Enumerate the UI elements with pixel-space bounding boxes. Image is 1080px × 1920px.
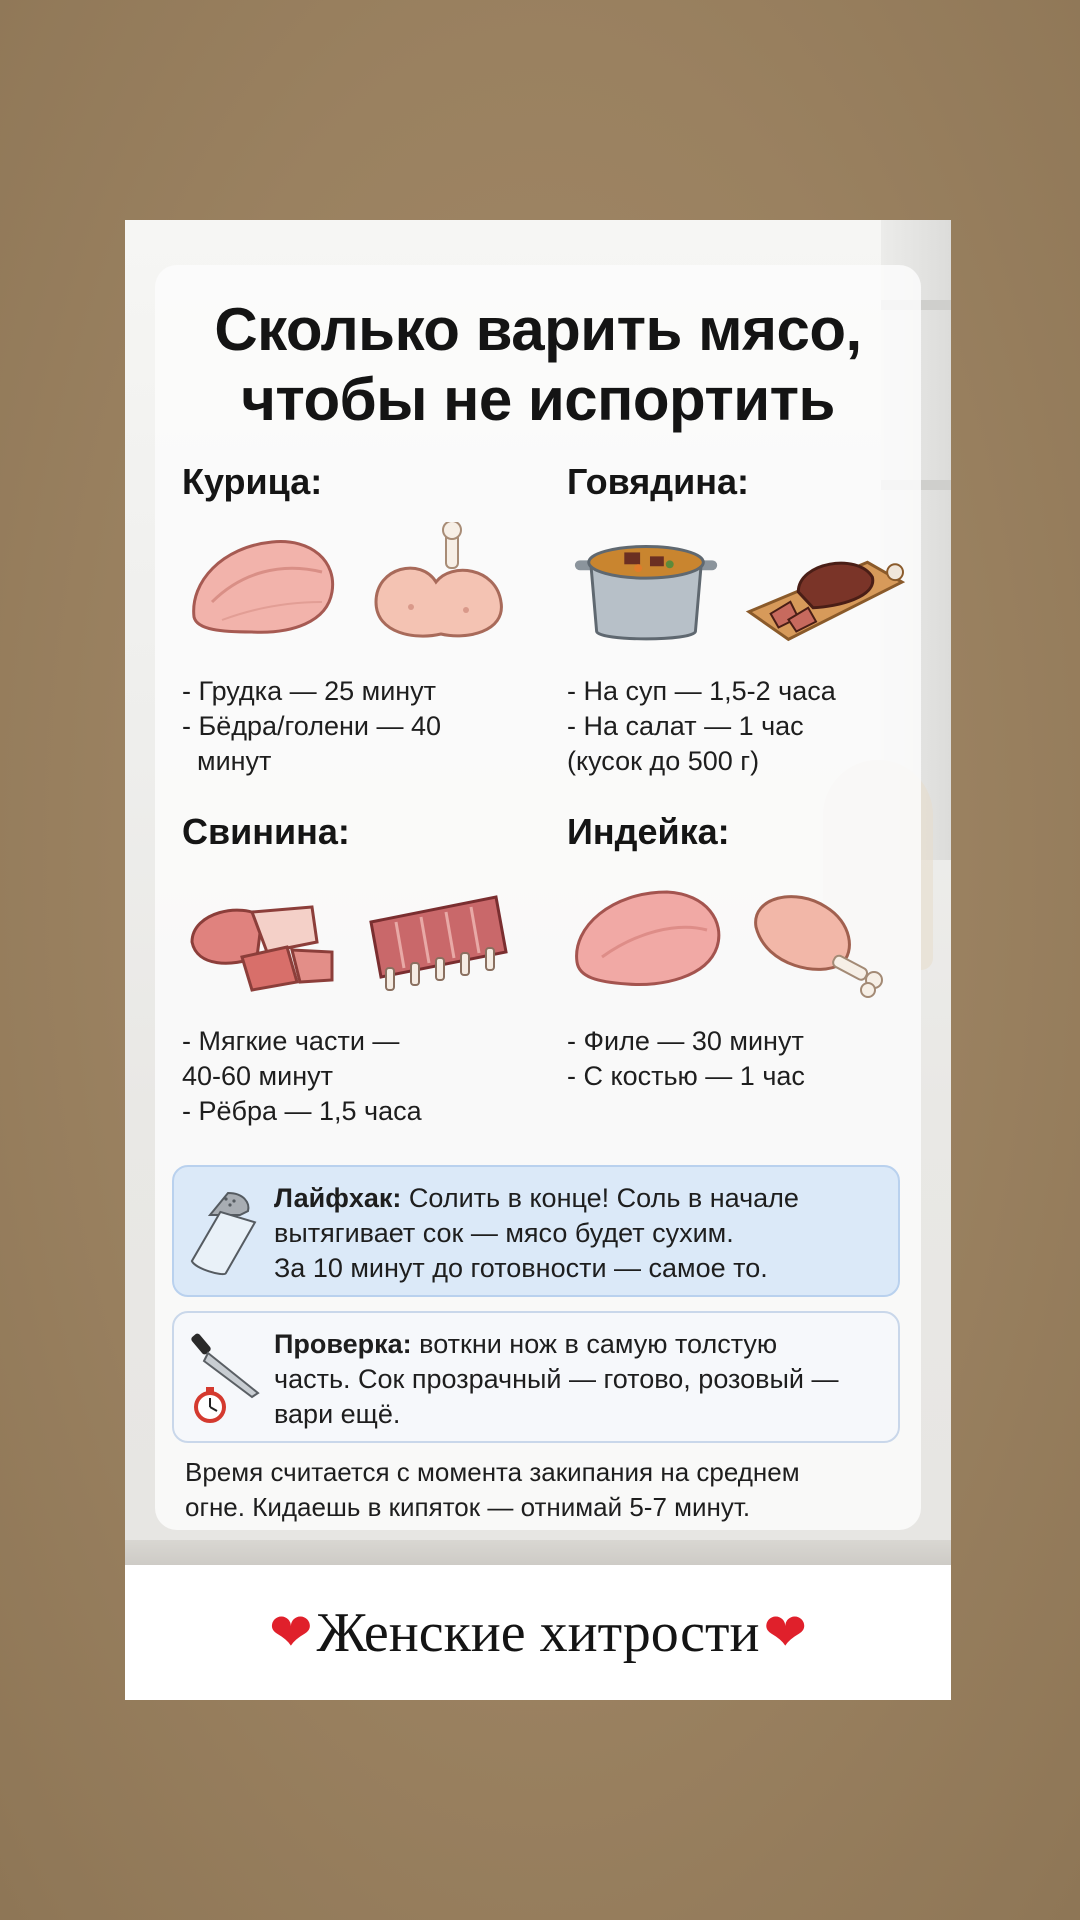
time-line: - На суп — 1,5-2 часа: [567, 676, 836, 706]
footnote-line-1: Время считается с момента закипания на среднем: [185, 1457, 800, 1487]
tip-box: [172, 1165, 900, 1297]
chicken-breast-icon: [182, 522, 342, 652]
title-line-1: Сколько варить мясо,: [214, 296, 862, 363]
check-line-3: вари ещё.: [274, 1399, 401, 1429]
footnote-line-2: огне. Кидаешь в кипяток — отнимай 5-7 минут.: [185, 1492, 751, 1522]
turkey-fillet-icon: [567, 872, 727, 1002]
title-line-2: чтобы не испортить: [241, 366, 835, 433]
check-line-2: часть. Сок прозрачный — готово, розовый —: [274, 1364, 839, 1394]
footnote: [185, 1455, 885, 1525]
section-turkey: [567, 810, 907, 1094]
time-line: 40-60 минут: [182, 1061, 333, 1091]
check-label: Проверка:: [274, 1329, 412, 1359]
section-heading: Свинина:: [182, 811, 350, 852]
time-line: - Рёбра — 1,5 часа: [182, 1096, 422, 1126]
pork-ribs-icon: [356, 872, 516, 1002]
cooking-times: [567, 1024, 907, 1094]
check-box: [172, 1311, 900, 1443]
story-card: [125, 220, 951, 1700]
section-pork: [182, 810, 522, 1129]
time-line: - С костью — 1 час: [567, 1061, 805, 1091]
pork-chunks-icon: [182, 872, 342, 1002]
page-title: [155, 295, 921, 435]
time-line: - На салат — 1 час: [567, 711, 804, 741]
time-line: минут: [182, 746, 272, 776]
soup-pot-icon: [567, 522, 725, 652]
time-line: - Грудка — 25 минут: [182, 676, 437, 706]
time-line: - Мягкие части —: [182, 1026, 400, 1056]
infographic-panel: [155, 265, 921, 1530]
sliced-beef-board-icon: [739, 522, 907, 652]
time-line: - Бёдра/голени — 40: [182, 711, 441, 741]
tip-line-2: вытягивает сок — мясо будет сухим.: [274, 1218, 734, 1248]
tip-label: Лайфхак:: [274, 1183, 402, 1213]
section-chicken: [182, 460, 522, 779]
tip-line-3: За 10 минут до готовности — самое то.: [274, 1253, 768, 1283]
chicken-drumstick-icon: [356, 522, 516, 652]
section-beef: [567, 460, 907, 779]
section-heading: Индейка:: [567, 811, 730, 852]
heart-icon: ❤: [268, 1603, 313, 1662]
cooking-times: [567, 674, 907, 779]
turkey-leg-icon: [741, 872, 901, 1002]
knife-timer-icon: [188, 1327, 264, 1427]
check-line-1: [274, 1327, 878, 1362]
check-text-1: воткни нож в самую толстую: [411, 1329, 778, 1359]
heart-icon: ❤: [763, 1603, 807, 1662]
tip-line-1: [274, 1181, 878, 1216]
salt-shaker-icon: [188, 1185, 260, 1277]
caption-bar: [125, 1565, 951, 1700]
cooking-times: [182, 1024, 522, 1129]
tip-text-1: Солить в конце! Соль в начале: [401, 1183, 799, 1213]
cooking-times: [182, 674, 522, 779]
section-heading: Говядина:: [567, 461, 750, 502]
caption-text: Женские хитрости: [316, 1601, 760, 1664]
time-line: - Филе — 30 минут: [567, 1026, 804, 1056]
time-line: (кусок до 500 г): [567, 746, 760, 776]
section-heading: Курица:: [182, 461, 323, 502]
